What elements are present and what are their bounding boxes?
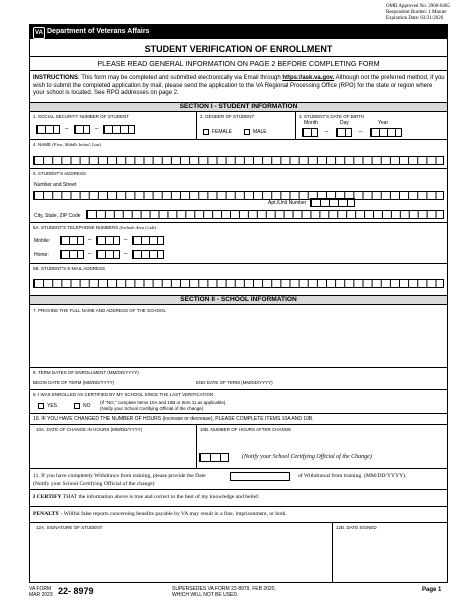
- ssn-part-1[interactable]: [36, 125, 60, 134]
- withdrawal-date-input[interactable]: [230, 472, 290, 481]
- begin-date-label: BEGIN DATE OF TERM (MM/DD/YYYY): [33, 380, 115, 385]
- ssn-label: 1. SOCIAL SECURITY NUMBER OF STUDENT: [33, 114, 130, 119]
- name-input[interactable]: [33, 156, 444, 165]
- footer-form-number: 22- 8979: [58, 586, 94, 596]
- ask-va-link[interactable]: https://ask.va.gov.: [282, 75, 335, 81]
- signature-label: 12A. SIGNATURE OF STUDENT: [36, 525, 103, 530]
- no-checkbox[interactable]: [74, 403, 80, 409]
- notify-text: (Notify your School Certifying Official of the Change): [242, 454, 372, 460]
- email-label: 6B. STUDENT'S E-MAIL ADDRESS: [33, 266, 105, 271]
- enrolled-label: 9. I WAS ENROLLED AS CERTIFIED BY MY SCHOOL SINCE THE LAST VERIFICATION: [33, 392, 214, 397]
- term-label: 8. TERM DATES OF ENROLLMENT (MM/DD/YYYY): [33, 370, 139, 375]
- form-title: STUDENT VERIFICATION OF ENROLLMENT: [144, 44, 333, 54]
- footer-form-id: VA FORM MAR 2023: [29, 586, 53, 598]
- dob-label: 3. STUDENT'S DATE OF BIRTH: [299, 114, 365, 119]
- department-name: Department of Veterans Affairs: [47, 28, 150, 35]
- apt-input[interactable]: [310, 198, 355, 207]
- ssn-part-2[interactable]: [74, 125, 90, 134]
- dob-year[interactable]: [370, 128, 402, 137]
- footer-page: Page 1: [422, 587, 442, 593]
- ssn-part-3[interactable]: [103, 125, 135, 134]
- female-checkbox[interactable]: [203, 129, 209, 135]
- q10b-label: 10B. NUMBER OF HOURS AFTER CHANGE: [200, 427, 292, 432]
- yes-checkbox[interactable]: [38, 403, 44, 409]
- q11-label: 11. If you have completely Withdrawn from training, please provide the Date: [33, 473, 206, 479]
- school-label: 7. PROVIDE THE FULL NAME AND ADDRESS OF THE SCHOOL: [33, 308, 166, 313]
- email-input[interactable]: [33, 279, 444, 288]
- city-input[interactable]: [86, 210, 444, 219]
- home-prefix[interactable]: [96, 250, 120, 259]
- mobile-line[interactable]: [132, 236, 164, 245]
- form-body: VA Department of Veterans Affairs STUDENT VERIFICATION OF ENROLLMENT PLEASE READ GENERAL INFORMATION ON PAGE 2 BEFORE COMPLETING FORM INSTRUCTIONS: This form may be completed and submitted electronically via Email through https://ask.va.gov. Although not the preferred method, if you wish to submit the completed application by mail, please send the application to the VA Regional Processing Office (RPO) for the state or region where your school is located. See RPO addresses on page 2. SECTION I - STUDENT INFORMATION 1. SOCIAL SECURITY NUMBER OF STUDENT – – 2. GENDER OF STUDENT FEMALE MALE 3. STUDENT'S DATE OF BIRTH Month Day Year – – 4. NAME (First, Middle Initial, Last) 5. STUDENT'S ADDRESS Number and Street Apt./Unit Number City, State, ZIP Code 6A. STUDENT'S TELEPHONE NUMBERS (Include Area Code) Mobile: – – Home: – – 6B. STUDENT'S E-MAIL ADDRESS SECTION II - SCHOOL INFORMATION 7. PROVIDE THE FULL NAME AND ADDRESS OF THE SCHOOL 8. TERM DATES OF ENROLLMENT (MM/DD/YYYY) BEGIN DATE OF TERM (MM/DD/YYYY) END DATE OF TERM (MM/DD/YYYY) 9. I WAS ENROLLED AS CERTIFIED BY MY SCHOOL SINCE THE LAST VERIFICATION YES NO (If "NO," complete Items 10A and 10B or Item 11 as applicable). (Notify your School Certifying Official of the change) 10. IF YOU HAVE CHANGED THE NUMBER OF HOURS (increase or decrease), PLEASE COMPLETE ITEMS 10A AND 10B. 10A. DATE OF CHANGE IN HOURS (MM/DD/YYYY) 10B. NUMBER OF HOURS AFTER CHANGE (Notify your School Certifying Official of the Change) 11. If you have completely Withdrawn from training, please provide the Date of Withdrawal from training. (MM/DD/YYYY). (Notify your School Certifying Official of the change) I CERTIFY THAT the information above is true and correct to the best of my knowledge and belief. PENALTY - Willful false reports concerning benefits payable by VA may result in a fine, imprisonment, or both. 12A. SIGNATURE OF STUDENT 12B. DATE SIGNED: [29, 24, 448, 583]
- dob-month[interactable]: [302, 128, 318, 137]
- gender-label: 2. GENDER OF STUDENT: [200, 114, 255, 119]
- instructions: INSTRUCTIONS: This form may be completed and submitted electronically via Email through https://ask.va.gov. Although not the preferred method, if you wish to submit the completed application by mail, please send the application to the VA Regional Processing Office (RPO) for the state or region where your school is located. See RPO addresses on page 2.: [33, 75, 445, 97]
- male-checkbox[interactable]: [244, 129, 250, 135]
- section-2-header: SECTION II - SCHOOL INFORMATION: [30, 295, 447, 305]
- date-signed-label: 12B. DATE SIGNED: [336, 525, 377, 530]
- home-area[interactable]: [60, 250, 84, 259]
- q10-label: 10. IF YOU HAVE CHANGED THE NUMBER OF HOURS (increase or decrease), PLEASE COMPLETE ITEMS 10A AND 10B.: [33, 416, 314, 422]
- home-line[interactable]: [132, 250, 164, 259]
- mobile-area[interactable]: [60, 236, 84, 245]
- dob-day[interactable]: [336, 128, 352, 137]
- end-date-label: END DATE OF TERM (MM/DD/YYYY): [196, 380, 273, 385]
- mobile-prefix[interactable]: [96, 236, 120, 245]
- va-logo: VA: [33, 27, 45, 39]
- street-input[interactable]: [33, 191, 444, 200]
- footer-supersedes: SUPERSEDES VA FORM 22-8979, FEB 2020, WHICH WILL NOT BE USED.: [172, 586, 276, 598]
- form-subtitle: PLEASE READ GENERAL INFORMATION ON PAGE 2 BEFORE COMPLETING FORM: [97, 59, 380, 68]
- header-bar: [30, 25, 447, 39]
- section-1-header: SECTION I - STUDENT INFORMATION: [30, 102, 447, 112]
- omb-info: OMB Approved No. 2900-0465 Respondent Burden: 1 Minute Expiration Date: 03/31/2026: [386, 4, 450, 21]
- certify-text: I CERTIFY THAT the information above is true and correct to the best of my knowledge and belief.: [33, 494, 260, 500]
- name-label: 4. NAME (First, Middle Initial, Last): [33, 142, 102, 147]
- q10a-label: 10A. DATE OF CHANGE IN HOURS (MM/DD/YYYY): [36, 427, 143, 432]
- address-label: 5. STUDENT'S ADDRESS: [33, 171, 86, 176]
- hours-input[interactable]: [199, 453, 229, 462]
- phone-label: 6A. STUDENT'S TELEPHONE NUMBERS (Include Area Code): [33, 225, 157, 230]
- penalty-text: PENALTY - Willful false reports concerning benefits payable by VA may result in a fine, imprisonment, or both.: [33, 511, 287, 517]
